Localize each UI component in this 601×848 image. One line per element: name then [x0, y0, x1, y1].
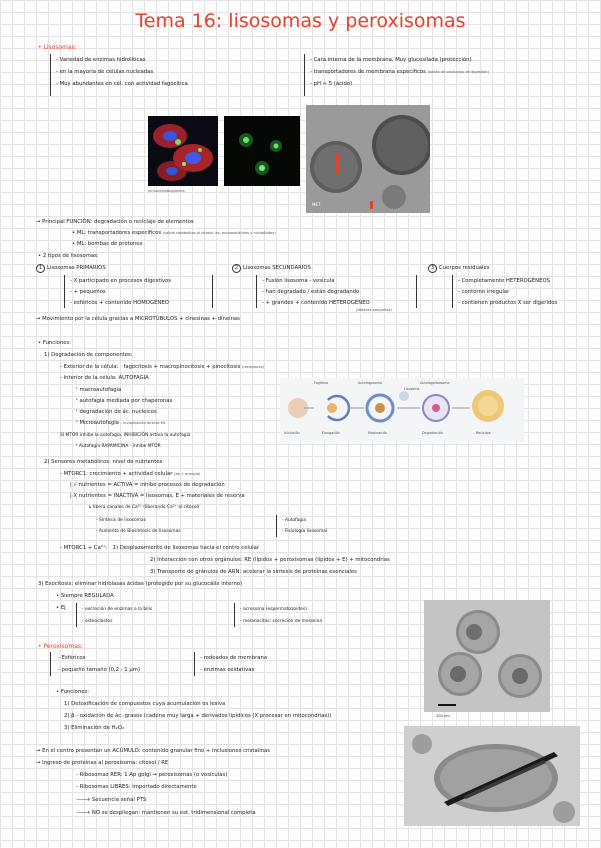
mtorc1-line: - MTORC1: crecimiento + actividad celular (aa + energía) — [60, 471, 201, 477]
tipo-residuales-item: - contienen productos X ser digeridos — [458, 300, 558, 306]
interior-item: ᴸ autofagia mediada por chaperonas — [76, 398, 173, 404]
secuencia-line: 🡒 Secuencia señal PTS — [76, 797, 147, 803]
tipo-secundarios-note: (detalles pequeños) — [356, 308, 392, 312]
interior-item: ᴸ Microautofagia - invaginación directa ML — [76, 420, 166, 426]
bracket-line — [194, 652, 195, 676]
siempre-line: • Siempre REGULADA — [56, 593, 114, 599]
lisosomas-left-2: - Muy abundantes en cél. con actividad fagocítica — [56, 81, 188, 87]
mtorc1-item: | √ nutrientes = ACTIVA = inhibe procesos de degradación — [70, 482, 225, 488]
micrograph-graphic — [306, 105, 430, 213]
diagram-label: Elongación — [322, 431, 341, 435]
lisosomas-right-2: - pH ≈ 5 (ácido) — [310, 81, 353, 87]
interior-item: ᴸ degradación de ác. nucleicos — [76, 409, 157, 415]
green-fluorescence-image — [224, 116, 300, 186]
scale-label: 200 nm — [436, 714, 450, 718]
diagram-label: Autofagolisosoma — [420, 381, 450, 385]
movimiento-line: → Movimiento por la célula gracias a MICROTÚBULOS + cinesinas + dineínas — [36, 316, 240, 322]
ej-right-item: - acrosoma (espermatozoides) — [240, 607, 307, 612]
funciones-h2: 2) Sensores metabólicos: nivel de nutrientes — [44, 459, 163, 465]
bracket-line — [50, 652, 51, 676]
tipo-residuales-item: - Completamente HETEROGÉNEOS — [458, 278, 550, 284]
tipo-residuales-title: 3 Cuerpos residuales — [428, 264, 490, 273]
bracket-line — [452, 275, 453, 308]
bracket-line — [234, 603, 235, 627]
centro-line: → En el centro presentan un ACÚMULO: contenido granular fino + inclusiones cristalinas — [36, 748, 271, 754]
peroxisomas-heading: • Peroxisomas: — [38, 643, 84, 650]
peroxisome-micrograph — [424, 600, 550, 712]
perox-funciones-heading: • Funciones: — [56, 689, 90, 695]
tipo-primarios-item: - + pequeños — [70, 289, 106, 295]
mtorc1-box-right: - Autofagia — [282, 518, 307, 523]
exterior-line: - Exterior de la célula: fagocitosis + macropinocitosis + pinocitosis (receptores) — [60, 364, 265, 370]
tipo-secundarios-item: - Fusión lisosoma - vesícula — [262, 278, 335, 284]
ej-left-item: - osteoclastos — [82, 619, 113, 624]
interior-item: ᴸ macroautofagia — [76, 387, 122, 393]
lisosomas-left-0: - Variedad de enzimas hidrolíticas — [56, 57, 146, 63]
met-label: MET — [312, 202, 321, 207]
diagram-label: Reciclaje — [476, 431, 491, 435]
peroxisomas-left: - Esféricos — [58, 655, 86, 661]
peroxisomas-left: - pequeño tamaño (0,2 - 1 µm) — [58, 667, 140, 673]
funciones-h3: 3) Exocitosis: eliminar hidrolasas ácidas (protegido por su glucocálix interno) — [38, 581, 243, 587]
tipo-residuales-item: - contorno irregular — [458, 289, 510, 295]
mtor-note: SI MTOR inhibe la autofagia, INHIBICIÓN activa la autofagia — [60, 433, 191, 438]
crystal-graphic — [404, 726, 580, 826]
lisosomas-right-0: - Cara interna de la membrana. Muy glucosilada (protección) — [310, 57, 472, 63]
no-despliegan-line: 🡒 NO se despliegan: mantienen su est. tridimensional completa — [76, 810, 256, 816]
ingreso-line: → Ingreso de proteínas al peroxisoma: citosol / RE — [36, 760, 169, 766]
bracket-line — [256, 275, 257, 308]
mtorc1-sub: ↳ libera canales de Ca²⁺ (liberando Ca²⁺ al citosol) — [88, 505, 200, 510]
funciones-heading: • Funciones: — [38, 340, 72, 346]
mtorc1-box-right: - Fisiología lisosomal — [282, 529, 328, 534]
bracket-line — [50, 54, 51, 96]
lisosomas-heading: • Lisosomas: — [38, 44, 77, 51]
bracket-line — [276, 515, 277, 537]
tipo-secundarios-title: 2 Lisosomas SECUNDARIOS — [232, 264, 311, 273]
ingreso-item: - Ribosomas LIBRES: importado directamente — [76, 784, 197, 790]
mtorc1-box-left: - Síntesis de lisosomas — [96, 518, 146, 523]
bracket-line — [64, 275, 65, 308]
tipo-primarios-title: 1 Lisosomas PRIMARIOS — [36, 264, 106, 273]
interior-line: - Interior de la célula: AUTOFAGIA — [60, 375, 149, 381]
tipos-heading: • 2 tipos de lisosomas: — [38, 253, 99, 259]
perox-funcion-item: 2) β - oxidación de ác. grasos (cadena muy larga + derivados lipídicos (X procesar en mitocondrias)) — [64, 713, 332, 719]
perox-funcion-item: 1) Detoxificación de compuestos cuya acumulación es lesiva — [64, 701, 226, 707]
lisosomas-right-1: - transportadores de membrana específicos (salida de productos de digestión) — [310, 69, 489, 75]
tipo-secundarios-item: - + grandes + contenido HETEROGÉNEO — [262, 300, 370, 306]
diagram-label: Fagóforo — [314, 381, 329, 385]
bracket-line — [416, 275, 417, 308]
mtorc1-ca-line: - MTORC1 + Ca²⁺: 1) Desplazamiento de lisosomas hacia el centro celular — [60, 545, 260, 551]
mtorc1-box-left: - Aumento de Biosíntesis de lisosomas — [96, 529, 181, 534]
cell-fluorescence-graphic — [148, 116, 218, 186]
diagram-label: Maduración — [368, 431, 388, 435]
ej-right-item: - melanocitos: secreción de melanina — [240, 619, 323, 624]
tipo-primarios-item: - X participado en procesos digestivos — [70, 278, 172, 284]
peroxisome-graphic — [424, 600, 550, 712]
funciones-h1: 1) Degradación de componentes: — [44, 352, 133, 358]
crystal-inclusion-micrograph — [404, 726, 580, 826]
image-caption: Inmunohistoquímica — [148, 189, 185, 193]
bracket-line — [76, 603, 77, 627]
diagram-label: Autofagosoma — [358, 381, 382, 385]
ingreso-item: - Ribosomas RER: 1 Ap golgi → peroxisomas (o vesículas) — [76, 772, 228, 778]
ej-label: • Ej — [56, 605, 66, 611]
mtorc1-ca-item: 3) Transporte de gránulos de ARN: acelerar la síntesis de proteínas esenciales — [150, 569, 357, 575]
bracket-line — [304, 54, 305, 96]
peroxisomas-right: - rodeados de membrana — [200, 655, 268, 661]
ej-left-item: - excreción de enzimas a la bilis — [82, 607, 153, 612]
diagram-label: Iniciación — [284, 431, 300, 435]
autophagy-diagram — [280, 378, 524, 442]
tipo-primarios-item: - esféricos + contenido HOMOGÉNEO — [70, 300, 169, 306]
perox-funcion-item: 3) Eliminación de H₂O₂ — [64, 725, 125, 731]
green-puncta-graphic — [224, 116, 300, 186]
immunofluorescence-image — [148, 116, 218, 186]
funcion-line: → Principal FUNCIÓN: degradación o reciclaje de elementos — [36, 219, 194, 225]
met-micrograph — [306, 105, 430, 213]
funcion-sub-0: • ML: transportadores específicos (salida catabolitos al citosol: aa, monosacáridos y nucleótidos) — [72, 230, 276, 236]
mtorc1-ca-item: 2) Interacción con otros orgánulos: RE (lípidos + peroxisomas (lípidos + E) + mitocondrias — [150, 557, 390, 563]
funcion-sub-1: • ML: bombas de protones — [72, 241, 143, 247]
lisosomas-left-1: - en la mayoría de células nucleadas — [56, 69, 154, 75]
diagram-label: Lisosoma — [404, 387, 420, 391]
mtorc1-item: | X nutrientes = INACTIVA = lisosomas, E + materiales de reserva — [70, 493, 245, 499]
page-title: Tema 16: lisosomas y peroxisomas — [135, 10, 466, 32]
diagram-label: Degradación — [422, 431, 443, 435]
rapamicina-note: ᴸ Autofagia RAPAMICINA - inhibe MTOR — [76, 444, 161, 449]
tipo-secundarios-item: - han degradado / están degradando — [262, 289, 360, 295]
peroxisomas-right: - enzimas oxidativas — [200, 667, 255, 673]
bracket-line — [212, 275, 213, 308]
